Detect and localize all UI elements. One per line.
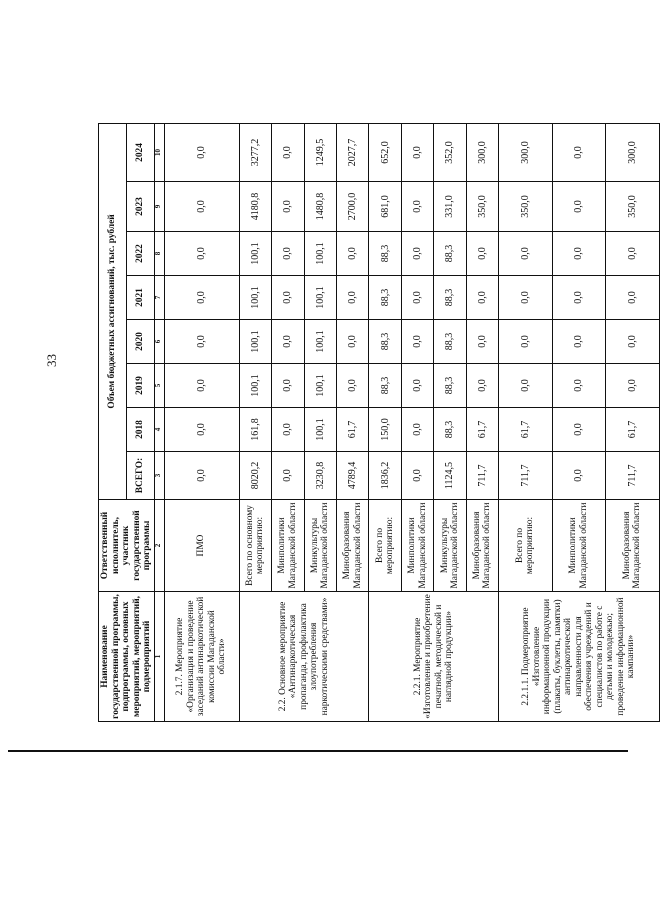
column-number: 5 xyxy=(154,364,164,408)
total-value-cell: 8020,2 xyxy=(239,452,271,500)
header-year: 2020 xyxy=(126,320,154,364)
executor-cell: Минобразования Магаданской области xyxy=(606,500,660,592)
year-value-cell: 0,0 xyxy=(401,182,433,232)
year-value-cell: 0,0 xyxy=(466,276,498,320)
row-name-cell: 2.2. Основное мероприятие «Антинаркотическая пропаганда, профилактика злоупотребления наркотическими средствами» xyxy=(239,592,369,722)
header-volume: Объем бюджетных ассигнований, тыс. рублей xyxy=(99,123,127,499)
year-value-cell: 0,0 xyxy=(164,232,239,276)
year-value-cell: 0,0 xyxy=(337,276,369,320)
year-value-cell: 0,0 xyxy=(401,123,433,181)
year-value-cell: 0,0 xyxy=(552,123,605,181)
year-value-cell: 0,0 xyxy=(401,320,433,364)
year-value-cell: 0,0 xyxy=(164,320,239,364)
year-value-cell: 100,1 xyxy=(304,276,336,320)
year-value-cell: 0,0 xyxy=(401,276,433,320)
year-value-cell: 0,0 xyxy=(401,408,433,452)
row-name-cell: 2.2.1. Мероприятие «Изготовление и приобретение печатной, методической и наглядной продукции» xyxy=(369,592,499,722)
column-number: 3 xyxy=(154,452,164,500)
year-value-cell: 2700,0 xyxy=(337,182,369,232)
total-value-cell: 711,7 xyxy=(606,452,660,500)
year-value-cell: 0,0 xyxy=(606,364,660,408)
total-value-cell: 3230,8 xyxy=(304,452,336,500)
year-value-cell: 1480,8 xyxy=(304,182,336,232)
year-value-cell: 0,0 xyxy=(466,232,498,276)
year-value-cell: 88,3 xyxy=(369,320,401,364)
year-value-cell: 0,0 xyxy=(499,320,552,364)
executor-cell: Всего по мероприятию: xyxy=(499,500,552,592)
year-value-cell: 300,0 xyxy=(499,123,552,181)
year-value-cell: 0,0 xyxy=(272,320,304,364)
table-body xyxy=(164,123,659,721)
year-value-cell: 0,0 xyxy=(552,320,605,364)
year-value-cell: 350,0 xyxy=(499,182,552,232)
year-value-cell: 0,0 xyxy=(552,232,605,276)
year-value-cell: 100,1 xyxy=(304,320,336,364)
executor-cell: ПМО xyxy=(164,500,239,592)
year-value-cell: 0,0 xyxy=(164,123,239,181)
executor-cell: Минполитики Магаданской области xyxy=(552,500,605,592)
executor-cell: Минполитики Магаданской области xyxy=(272,500,304,592)
year-value-cell: 0,0 xyxy=(337,320,369,364)
year-value-cell: 0,0 xyxy=(272,123,304,181)
year-value-cell: 0,0 xyxy=(552,408,605,452)
year-value-cell: 0,0 xyxy=(164,364,239,408)
header-year: 2022 xyxy=(126,232,154,276)
year-value-cell: 88,3 xyxy=(434,364,466,408)
header-year: 2021 xyxy=(126,276,154,320)
table-row xyxy=(499,123,552,721)
year-value-cell: 150,0 xyxy=(369,408,401,452)
column-number: 10 xyxy=(154,123,164,181)
total-value-cell: 0,0 xyxy=(164,452,239,500)
total-value-cell: 0,0 xyxy=(552,452,605,500)
header-year: 2024 xyxy=(126,123,154,181)
executor-cell: Минкультуры Магаданской области xyxy=(304,500,336,592)
total-value-cell: 1124,5 xyxy=(434,452,466,500)
total-value-cell: 0,0 xyxy=(272,452,304,500)
year-value-cell: 88,3 xyxy=(434,232,466,276)
column-number: 9 xyxy=(154,182,164,232)
year-value-cell: 0,0 xyxy=(401,364,433,408)
table-row xyxy=(369,123,401,721)
header-executor: Ответственный исполнитель, участник государственной программы xyxy=(99,500,155,592)
year-value-cell: 0,0 xyxy=(164,182,239,232)
column-number: 2 xyxy=(154,500,164,592)
year-value-cell: 0,0 xyxy=(606,232,660,276)
header-name: Наименование государственной программы, подпрограммы, основных мероприятий, мероприятий, подмероприятий xyxy=(99,592,155,722)
column-number: 1 xyxy=(154,592,164,722)
column-number: 4 xyxy=(154,408,164,452)
year-value-cell: 61,7 xyxy=(606,408,660,452)
year-value-cell: 88,3 xyxy=(434,276,466,320)
year-value-cell: 0,0 xyxy=(272,182,304,232)
year-value-cell: 100,1 xyxy=(304,408,336,452)
year-value-cell: 300,0 xyxy=(606,123,660,181)
year-value-cell: 100,1 xyxy=(239,364,271,408)
year-value-cell: 350,0 xyxy=(466,182,498,232)
year-value-cell: 0,0 xyxy=(606,320,660,364)
year-value-cell: 352,0 xyxy=(434,123,466,181)
year-value-cell: 0,0 xyxy=(466,320,498,364)
year-value-cell: 100,1 xyxy=(239,276,271,320)
table-row xyxy=(239,123,271,721)
year-value-cell: 61,7 xyxy=(466,408,498,452)
year-value-cell: 61,7 xyxy=(499,408,552,452)
year-value-cell: 88,3 xyxy=(434,408,466,452)
total-value-cell: 711,7 xyxy=(499,452,552,500)
column-number-row xyxy=(154,123,164,721)
year-value-cell: 300,0 xyxy=(466,123,498,181)
year-value-cell: 0,0 xyxy=(272,364,304,408)
executor-cell: Минполитики Магаданской области xyxy=(401,500,433,592)
executor-cell: Минкультуры Магаданской области xyxy=(434,500,466,592)
year-value-cell: 100,1 xyxy=(304,232,336,276)
rotated-table-container xyxy=(98,124,643,722)
year-value-cell: 0,0 xyxy=(272,232,304,276)
year-value-cell: 1249,5 xyxy=(304,123,336,181)
table-row xyxy=(164,123,239,721)
year-value-cell: 100,1 xyxy=(304,364,336,408)
header-year: 2023 xyxy=(126,182,154,232)
year-value-cell: 652,0 xyxy=(369,123,401,181)
year-value-cell: 0,0 xyxy=(552,364,605,408)
year-value-cell: 88,3 xyxy=(369,364,401,408)
year-value-cell: 100,1 xyxy=(239,232,271,276)
year-value-cell: 0,0 xyxy=(401,232,433,276)
page-divider-line xyxy=(8,750,628,752)
total-value-cell: 1836,2 xyxy=(369,452,401,500)
year-value-cell: 61,7 xyxy=(337,408,369,452)
year-value-cell: 0,0 xyxy=(272,408,304,452)
year-value-cell: 161,8 xyxy=(239,408,271,452)
row-name-cell: 2.2.1.1. Подмероприятие «Изготовление информационной продукции (плакаты, буклеты, памятки) антинаркотической направленности для обеспечения учреждений и специалистов по работе с детьми и молодежью; проведение информационной кампании» xyxy=(499,592,659,722)
column-number: 6 xyxy=(154,320,164,364)
executor-cell: Всего по мероприятию: xyxy=(369,500,401,592)
year-value-cell: 350,0 xyxy=(606,182,660,232)
row-name-cell: 2.1.7. Мероприятие «Организация и проведение заседаний антинаркотической комиссии Магаданской области» xyxy=(164,592,239,722)
year-value-cell: 0,0 xyxy=(552,276,605,320)
header-total: ВСЕГО: xyxy=(126,452,154,500)
column-number: 8 xyxy=(154,232,164,276)
year-value-cell: 0,0 xyxy=(552,182,605,232)
year-value-cell: 100,1 xyxy=(239,320,271,364)
year-value-cell: 88,3 xyxy=(369,276,401,320)
year-value-cell: 0,0 xyxy=(272,276,304,320)
total-value-cell: 4789,4 xyxy=(337,452,369,500)
year-value-cell: 3277,2 xyxy=(239,123,271,181)
year-value-cell: 0,0 xyxy=(499,276,552,320)
executor-cell: Минобразования Магаданской области xyxy=(466,500,498,592)
year-value-cell: 0,0 xyxy=(499,364,552,408)
year-value-cell: 0,0 xyxy=(164,276,239,320)
year-value-cell: 0,0 xyxy=(499,232,552,276)
budget-table xyxy=(98,123,660,722)
year-value-cell: 331,0 xyxy=(434,182,466,232)
year-value-cell: 88,3 xyxy=(369,232,401,276)
header-year: 2019 xyxy=(126,364,154,408)
header-year: 2018 xyxy=(126,408,154,452)
column-number: 7 xyxy=(154,276,164,320)
year-value-cell: 0,0 xyxy=(337,232,369,276)
year-value-cell: 681,0 xyxy=(369,182,401,232)
total-value-cell: 711,7 xyxy=(466,452,498,500)
year-value-cell: 88,3 xyxy=(434,320,466,364)
year-value-cell: 0,0 xyxy=(466,364,498,408)
year-value-cell: 2027,7 xyxy=(337,123,369,181)
executor-cell: Минобразования Магаданской области xyxy=(337,500,369,592)
executor-cell: Всего по основному мероприятию: xyxy=(239,500,271,592)
page-number: 33 xyxy=(44,354,59,367)
year-value-cell: 0,0 xyxy=(337,364,369,408)
year-value-cell: 4180,8 xyxy=(239,182,271,232)
year-value-cell: 0,0 xyxy=(164,408,239,452)
total-value-cell: 0,0 xyxy=(401,452,433,500)
year-value-cell: 0,0 xyxy=(606,276,660,320)
